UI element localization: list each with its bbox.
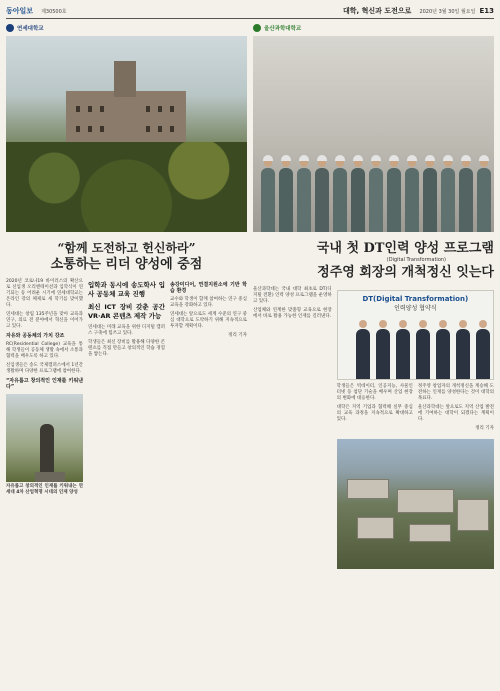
right-article bbox=[253, 22, 494, 687]
masthead bbox=[6, 4, 494, 19]
paragraph: 학생들은 빅데이터, 인공지능, 사물인터넷 등 첨단 기술을 배우며 산업 현장의 변화에 대응한다. bbox=[336, 384, 413, 401]
university-name: 연세대학교 bbox=[17, 26, 44, 32]
issue-date: 2020년 3월 30일 월요일 bbox=[419, 8, 476, 15]
statue-photo bbox=[6, 394, 83, 482]
page-number: E13 bbox=[479, 7, 494, 15]
paragraph: 학생들은 최신 장비를 활용해 다양한 콘텐츠를 직접 만들고 창의적인 학습 경험을 쌓는다. bbox=[88, 340, 165, 357]
text-column-2 bbox=[337, 287, 494, 569]
text-column-1 bbox=[253, 287, 332, 569]
campus-photo bbox=[6, 36, 247, 232]
headline: 국내 첫 DT인력 양성 프로그램 bbox=[316, 241, 494, 256]
paragraph: 연세대는 앞으로도 세계 수준의 연구 중심 대학으로 도약하기 위해 지속적으로 투자할 계획이다. bbox=[170, 312, 247, 329]
headline-block bbox=[6, 240, 247, 273]
paragraph: 울산과학대는 국내 대학 최초로 DT(디지털 전환) 인력 양성 프로그램을 운영하고 있다. bbox=[253, 287, 332, 304]
photo-caption: 자유롭고 창의적인 인재를 키워내는 연세대 4차 산업혁명 시대의 인재 양성 bbox=[6, 484, 83, 495]
paragraph: 연세대는 미래 교육을 위한 디지털 캠퍼스 구축에 힘쓰고 있다. bbox=[88, 325, 165, 336]
paragraph: 교수와 학생이 함께 참여하는 연구 중심 교육을 강화하고 있다. bbox=[170, 297, 247, 308]
paragraph: 대학은 지역 기업과 협력해 실무 중심의 교육 과정을 지속적으로 확대하고 있다. bbox=[336, 405, 413, 422]
article-body bbox=[253, 287, 494, 569]
edition-number: 제30500호 bbox=[41, 8, 67, 15]
university-seal-icon bbox=[6, 24, 14, 32]
left-article bbox=[6, 22, 247, 687]
aerial-campus-photo bbox=[337, 439, 494, 569]
paragraph: 산업체와 연계한 맞춤형 교육으로 현장에서 바로 활용 가능한 인재를 길러낸다. bbox=[253, 308, 332, 319]
section-title: 대학, 혁신과 도전으로 bbox=[343, 7, 412, 15]
byline: 정리 기자 bbox=[228, 333, 247, 338]
section-subhead: 자유와 공동체의 가치 강조 bbox=[6, 333, 65, 339]
university-header bbox=[253, 22, 494, 34]
text-column-1 bbox=[6, 279, 83, 496]
banner-title: DT(Digital Transformation) bbox=[362, 295, 469, 303]
subheadline: 정주영 회장의 개척정신 잇는다 bbox=[317, 265, 494, 280]
subheadline: 소통하는 리더 양성에 중점 bbox=[50, 257, 203, 272]
pull-headline-2: 최신 ICT 장비 갖춘 공간 VR·AR 콘텐츠 제작 가능 bbox=[88, 303, 165, 320]
paragraph: 신입생들은 송도 국제캠퍼스에서 1년간 생활하며 다양한 프로그램에 참여한다. bbox=[6, 363, 83, 374]
university-seal-icon bbox=[253, 24, 261, 32]
paper-logo: 동아일보 bbox=[6, 6, 34, 15]
byline: 정리 기자 bbox=[475, 426, 495, 431]
university-header bbox=[6, 22, 247, 34]
paragraph: RC(Residential College) 교육을 통해 학생들이 공동체 생활 속에서 소통과 협력을 배우도록 하고 있다. bbox=[6, 342, 83, 359]
ceremony-photo bbox=[337, 290, 494, 380]
paragraph: 연세대는 창립 135주년을 맞아 교육과 연구, 의료 전 분야에서 혁신을 이어가고 있다. bbox=[6, 312, 83, 329]
university-name: 울산과학대학교 bbox=[264, 26, 302, 32]
headline-note: (Digital Transformation) bbox=[386, 257, 446, 263]
paragraph: 2020년 코로나19 바이러스의 확산으로 신입생 오리엔테이션과 입학식이 연기되는 등 어려운 시기에 연세대학교는 온라인 강의 체제로 새 학기를 맞이했다. bbox=[6, 279, 83, 308]
workers-photo bbox=[253, 36, 494, 232]
article-body bbox=[6, 279, 247, 496]
paragraph: 정주영 창업자의 개척정신을 계승해 도전하는 인재를 양성한다는 것이 대학의 목표다. bbox=[417, 384, 495, 401]
banner-subtitle: 인력양성 협약식 bbox=[394, 305, 437, 312]
section-subhead: 송강미디어, 연결지원소에 기반 학습 환경 bbox=[170, 282, 247, 294]
text-column-3 bbox=[170, 279, 247, 496]
text-column-2 bbox=[88, 279, 165, 496]
paragraph: 울산과학대는 앞으로도 지역 산업 발전에 기여하는 대학이 되겠다는 계획이다. bbox=[417, 405, 495, 422]
headline-block bbox=[253, 240, 494, 281]
headline: “함께 도전하고 헌신하라” bbox=[57, 241, 196, 255]
box-headline: “자유롭고 창의적인 인재를 키워낸다” bbox=[6, 378, 83, 390]
pull-headline-1: 입학과 동시에 송도학사 입사 공동체 교육 진행 bbox=[88, 281, 165, 298]
